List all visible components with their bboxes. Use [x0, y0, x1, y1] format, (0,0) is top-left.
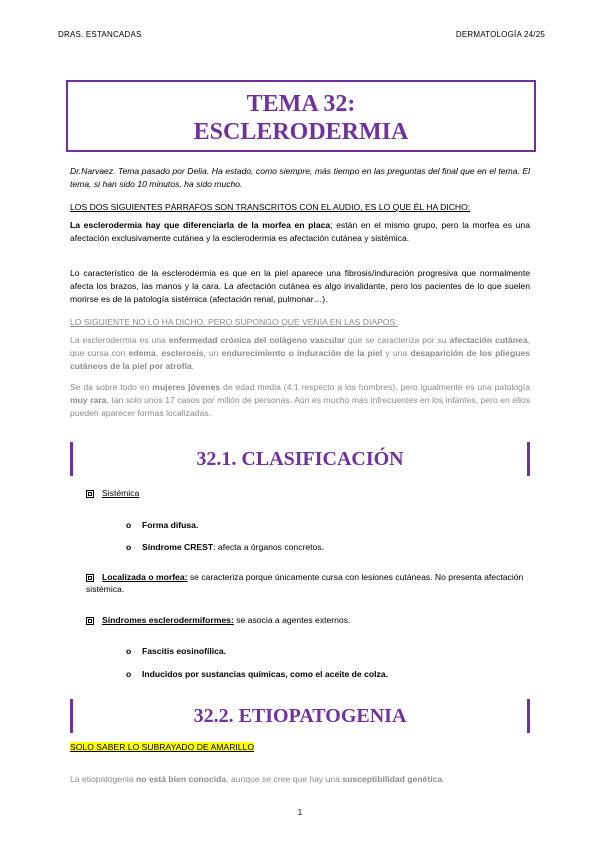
etio-paragraph: [70, 773, 530, 786]
gp1-f: edema: [128, 348, 156, 358]
class-item-localizada-rest: se caracteriza porque únicamente cursa con lesiones cutáneas. No presenta afectación sistémica.: [86, 572, 524, 594]
etio-c: , aunque se cree que hay una: [226, 774, 343, 784]
highlight-note-text: SOLO SABER LO SUBRAYADO DE AMARILLO: [70, 742, 255, 752]
gp1-e: , que cursa con: [70, 335, 531, 358]
grey-paragraph-1: [70, 334, 530, 373]
gp1-j: endurecimiento o induración de la piel: [221, 348, 383, 358]
header-right: DERMATOLOGÍA 24/25: [455, 30, 545, 39]
checkbox-bullet-icon: [86, 490, 94, 498]
class-sub-forma-difusa-label: Forma difusa.: [142, 520, 199, 530]
class-item-localizada-label: Localizada o morfea:: [102, 572, 188, 582]
gp2-c: de edad media (4:1 respecto a los hombres), pero igualmente es una patología: [220, 382, 531, 392]
class-sub-forma-difusa: [126, 519, 198, 531]
not-said-note: LO SIGUIENTE NO LO HA DICHO, PERO SUPONGO QUE VENÍA EN LAS DIAPOS:: [70, 317, 398, 327]
circle-bullet-icon: o: [126, 542, 132, 552]
checkbox-bullet-icon: [86, 617, 94, 625]
class-sub-crest: [126, 541, 324, 553]
circle-bullet-icon: o: [126, 669, 132, 679]
page-number: 1: [297, 808, 303, 817]
class-item-esclero-rest: se asocia a agentes externos.: [233, 615, 351, 625]
gp2-a: Se da sobre todo en: [70, 382, 153, 392]
gp1-m: .: [191, 361, 195, 371]
paragraph-1-rest: ; están en el mismo grupo, pero la morfea es una afectación exclusivamente cutánea y la esclerodermia es afectación cutánea y sistémica.: [70, 220, 530, 243]
gp1-a: La esclerodermia es una: [70, 335, 169, 345]
section-heading-clasificacion: 32.1. CLASIFICACIÓN: [70, 442, 530, 476]
gp1-d: afectación cutánea: [449, 335, 528, 345]
class-sub-crest-rest: : afecta a órganos concretos.: [213, 542, 324, 552]
intro-note: Dr.Narvaez. Tema pasado por Delia. Ha estado, como siempre, más tiempo en las preguntas del final que en el tema. El tema, si han sido 10 minutos, ha sido mucho.: [70, 166, 530, 189]
class-item-sistemica-label: Sistémica: [102, 488, 140, 498]
class-sub-crest-bold: Síndrome CREST: [142, 542, 214, 552]
gp2-e: , tan solo unos 17 casos por millón de personas. Aún es mucho más infrecuentes en los infantes, pero en ellos pueden aparecer formas localizadas.: [70, 395, 530, 418]
title-line-1: TEMA 32:: [246, 91, 356, 117]
gp2-b: mujeres jóvenes: [152, 382, 221, 392]
paragraph-1-bold: La esclerodermia hay que diferenciarla de la morfea en placa: [70, 220, 331, 230]
gp1-g: ,: [155, 348, 162, 358]
section-heading-etiopatogenia: 32.2. ETIOPATOGENIA: [70, 699, 530, 733]
header-left: DRAS. ESTANCADAS: [58, 30, 142, 39]
circle-bullet-icon: o: [126, 520, 132, 530]
class-item-localizada: [86, 571, 526, 595]
gp1-c: que se caracteriza por su: [344, 335, 450, 345]
transcribed-note: LOS DOS SIGUIENTES PÁRRAFOS SON TRANSCRITOS CON EL AUDIO, ES LO QUE ÉL HA DICHO:: [70, 202, 471, 212]
circle-bullet-icon: o: [126, 646, 132, 656]
checkbox-bullet-icon: [86, 574, 94, 582]
etio-e: .: [442, 774, 445, 784]
grey-paragraph-2: [70, 381, 530, 420]
class-sub-quimicas: [126, 668, 388, 680]
gp1-k: y una: [382, 348, 411, 358]
etio-d: susceptibilidad genética: [342, 774, 443, 784]
paragraph-2: Lo característico de la esclerodermia es que en la piel aparece una fibrosis/induración progresiva que normalmente afecta los brazos, las manos y la cara. La afectación cutánea es algo invalidante, pero los pacientes de lo que suelen morirse es de la patología sistémica (afectación renal, pulmonar…).: [70, 268, 530, 304]
gp1-l: desaparición de los pliegues cutáneos de la piel por atrofia: [70, 348, 531, 371]
class-item-esclerodermiformes: [86, 614, 350, 626]
class-sub-fascitis-label: Fascitis eosinofílica.: [142, 646, 227, 656]
class-sub-quimicas-label: Inducidos por sustancias químicas, como el aceite de colza.: [142, 669, 388, 679]
etio-b: no está bien conocida: [135, 774, 227, 784]
gp1-h: esclerosis: [161, 348, 204, 358]
title-box: [66, 80, 536, 152]
gp1-b: enfermedad crónica del colágeno vascular: [168, 335, 345, 345]
gp1-i: , un: [203, 348, 222, 358]
class-item-sistemica: [86, 487, 139, 499]
class-sub-fascitis: [126, 645, 226, 657]
title-line-2: ESCLERODERMIA: [193, 119, 409, 145]
etio-a: La etiopatogenia: [70, 774, 136, 784]
class-item-esclero-label: Síndromes esclerodermiformes:: [102, 615, 234, 625]
gp2-d: muy rara: [70, 395, 107, 405]
highlight-note: [70, 741, 530, 754]
paragraph-1: [70, 219, 530, 245]
